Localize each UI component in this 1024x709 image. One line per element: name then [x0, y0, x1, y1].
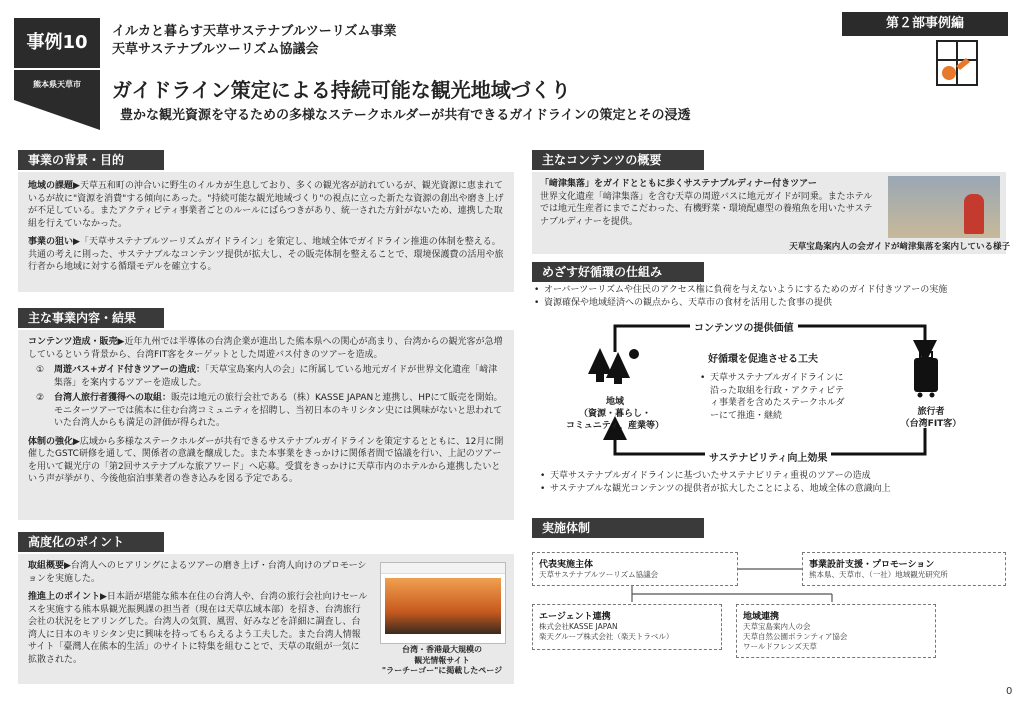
results-structure: 体制の強化▶広域から多様なステークホルダーが共有できるサステナブルガイドラインを策定するとともに、12月に開催したGSTC研修を通して、関係者の意識を醸成した。また本事業をきっかけに関係者間で協議を行い、上記のツアーを用いて観光庁の「第2回サステナブルな旅アワード」へ応募。受賞をきっかけに天草市内のホテルから連携したいという声が挙がり、今後他宿泊事業者の巻き込みを図る予定である。	[28, 436, 504, 484]
advanced-points: 推進上のポイント▶日本語が堪能な熊本在住の台湾人や、台湾の旅行会社向けセールスを実施する熊本県観光振興課の担当者（現在は天草広域本部）を招き、台湾旅行会社の状況をヒアリングした。台湾人の気質、風習、好みなどを詳細に調査し、台湾人に日本のキリシタン史に興味を持ってもらえるよう工夫した。また台湾人情報サイト「臺灣人在熊本的生活」のサイトに特集を組むことで、天草の取組が一気に拡散された。	[28, 592, 368, 665]
guide-photo	[888, 176, 1000, 238]
cycle-bottom-label: サステナビリティ向上効果	[705, 449, 831, 464]
region-box	[14, 70, 100, 100]
org-lead-sub: 天草サステナブルツーリズム協議会	[539, 570, 659, 579]
region-icon	[588, 348, 639, 384]
org-agent-sub-1: 株式会社KASSE JAPAN	[539, 622, 618, 631]
cycle-top-label: コンテンツの提供価値	[690, 319, 798, 334]
cycle-left-label: 地域 （資源・暮らし・ コミュニティ、産業等）	[565, 397, 665, 431]
cycle-center-body: • 天草サステナブルガイドラインに沿った取組を行政・アクティビティ事業者を含めたステークホルダーにて推進・継続	[700, 372, 852, 422]
org-agent-title: エージェント連携	[539, 612, 611, 622]
org-local-sub-1: 天草宝島案内人の会	[743, 622, 811, 631]
cycle-bullet-4: • サステナブルな観光コンテンツの提供者が拡大したことによる、地域全体の意識向上	[540, 483, 1004, 496]
cycle-bullet-2: • 資源確保や地域経済への観点から、天草市の食材を活用した食事の提供	[534, 297, 1004, 310]
background-heading: 事業の背景・目的	[18, 150, 164, 170]
organization-name: 天草サステナブルツーリズム協議会	[112, 42, 319, 57]
cycle-bullets-bottom	[540, 470, 1004, 495]
advanced-summary: 取組概要▶台湾人へのヒアリングによるツアーの磨き上げ・台湾人向けのプロモーションを実施した。	[28, 561, 367, 584]
results-content: コンテンツ造成・販売▶近年九州では半導体の台湾企業が進出した熊本県への関心が高まり、台湾からの観光客が急増しているという背景から、台湾FIT客をターゲットとした周遊バス付きのツアーを造成。	[28, 337, 503, 360]
logo-icon	[936, 40, 978, 86]
cycle-bullet-1: • オーバーツーリズムや住民のアクセス権に負荷を与えないようにするためのガイド付きツアーの実施	[534, 284, 1004, 297]
org-heading: 実施体制	[532, 518, 704, 538]
org-lead-title: 代表実施主体	[539, 560, 594, 570]
org-lead-box	[532, 552, 738, 586]
website-caption: 台湾・香港最大規模の 観光情報サイト "ラーチーゴー"に掲載したページ	[381, 645, 503, 675]
cycle-right-label: 旅行者 （台湾FIT客）	[900, 407, 962, 429]
background-issue: 地域の課題▶天草五和町の沖合いに野生のイルカが生息しており、多くの観光客が訪れているが、観光資源に恵まれているが故に"資源を消費"する傾向にあった。"持続可能な観光地域づくり"の視点に立った新たな資源の創出や磨き上げが不足している。またアクティビティ事業者ごとのルールにばらつきがあり、統一された方針がないため、連携した取組を行えていなかった。	[28, 181, 504, 229]
results-item-2: ② 台湾人旅行者獲得への取組：販売は地元の旅行会社である（株）KASSE JAPANと連携し、HPにて販売を開始。モニターツアーでは熊本に住む台湾コミュニティを招聘し、当初日本のキリシタン史には興味がないと思われていた台湾人からも満足の評価が得られた。	[36, 393, 503, 428]
advanced-panel	[18, 554, 514, 684]
org-local-title: 地域連携	[743, 612, 780, 622]
case-label-box	[14, 18, 100, 68]
advanced-heading: 高度化のポイント	[18, 532, 164, 552]
org-support-box	[802, 552, 1006, 586]
page-number: 0	[1006, 686, 1013, 697]
case-label: 事例10	[26, 32, 88, 53]
results-heading: 主な事業内容・結果	[18, 308, 164, 328]
org-agent-box	[532, 604, 722, 650]
org-support-sub: 熊本県、天草市、（一社）地域観光研究所	[809, 570, 948, 579]
part-badge: 第２部事例編	[842, 12, 1008, 36]
org-local-sub-2: 天草自然公園ボランティア協会	[743, 632, 848, 641]
header-ribbon-tail	[14, 100, 100, 130]
org-local-sub-3: ワールドフレンズ天草	[743, 642, 817, 651]
results-item-1: ① 周遊バス+ガイド付きツアーの造成：「天草宝島案内人の会」に所属している地元ガイドが世界文化遺産「﨑津集落」を案内するツアーを造成した。	[36, 365, 498, 388]
contents-body: 世界文化遺産「﨑津集落」を含む天草の周遊バスに地元ガイドが同乗。またホテルでは地元生産者にまでこだわった、有機野菜・環境配慮型の養殖魚を用いたサステナブルディナーを提供。	[540, 191, 873, 227]
page-subtitle: 豊かな観光資源を守るための多様なステークホルダーが共有できるガイドラインの策定とその浸透	[120, 108, 691, 123]
org-local-box	[736, 604, 936, 658]
cycle-center-title: 好循環を促進させる工夫	[708, 354, 818, 365]
page-title: ガイドライン策定による持続可能な観光地域づくり	[112, 78, 571, 102]
contents-heading: 主なコンテンツの概要	[532, 150, 704, 170]
project-name: イルカと暮らす天草サステナブルツーリズム事業	[112, 24, 397, 39]
results-panel	[18, 330, 514, 520]
website-screenshot	[380, 562, 506, 644]
org-agent-sub-2: 楽天グループ株式会社（楽天トラベル）	[539, 632, 674, 641]
photo-caption: 天草宝島案内人の会ガイドが﨑津集落を案内している様子	[789, 242, 1010, 252]
background-aim: 事業の狙い▶「天草サステナブルツーリズムガイドライン」を策定し、地域全体でガイドライン推進の体制を整える。共通の考えに則った、サステナブルなコンテンツ提供が拡大し、その販売体制を整えることで、環境保護費の活用や旅行者から地域に対する循環モデルを確立する。	[28, 237, 504, 272]
cycle-heading: めざす好循環の仕組み	[532, 262, 704, 282]
background-panel	[18, 172, 514, 292]
contents-title: 「﨑津集落」をガイドとともに歩くサステナブルディナー付きツアー	[540, 179, 817, 189]
traveler-icon	[914, 352, 938, 398]
org-support-title: 事業設計支援・プロモーション	[809, 560, 935, 570]
region-label: 熊本県天草市	[33, 80, 81, 89]
cycle-bullet-3: • 天草サステナブルガイドラインに基づいたサステナビリティ重視のツアーの造成	[540, 470, 1004, 483]
cycle-bullets-top	[534, 284, 1004, 309]
